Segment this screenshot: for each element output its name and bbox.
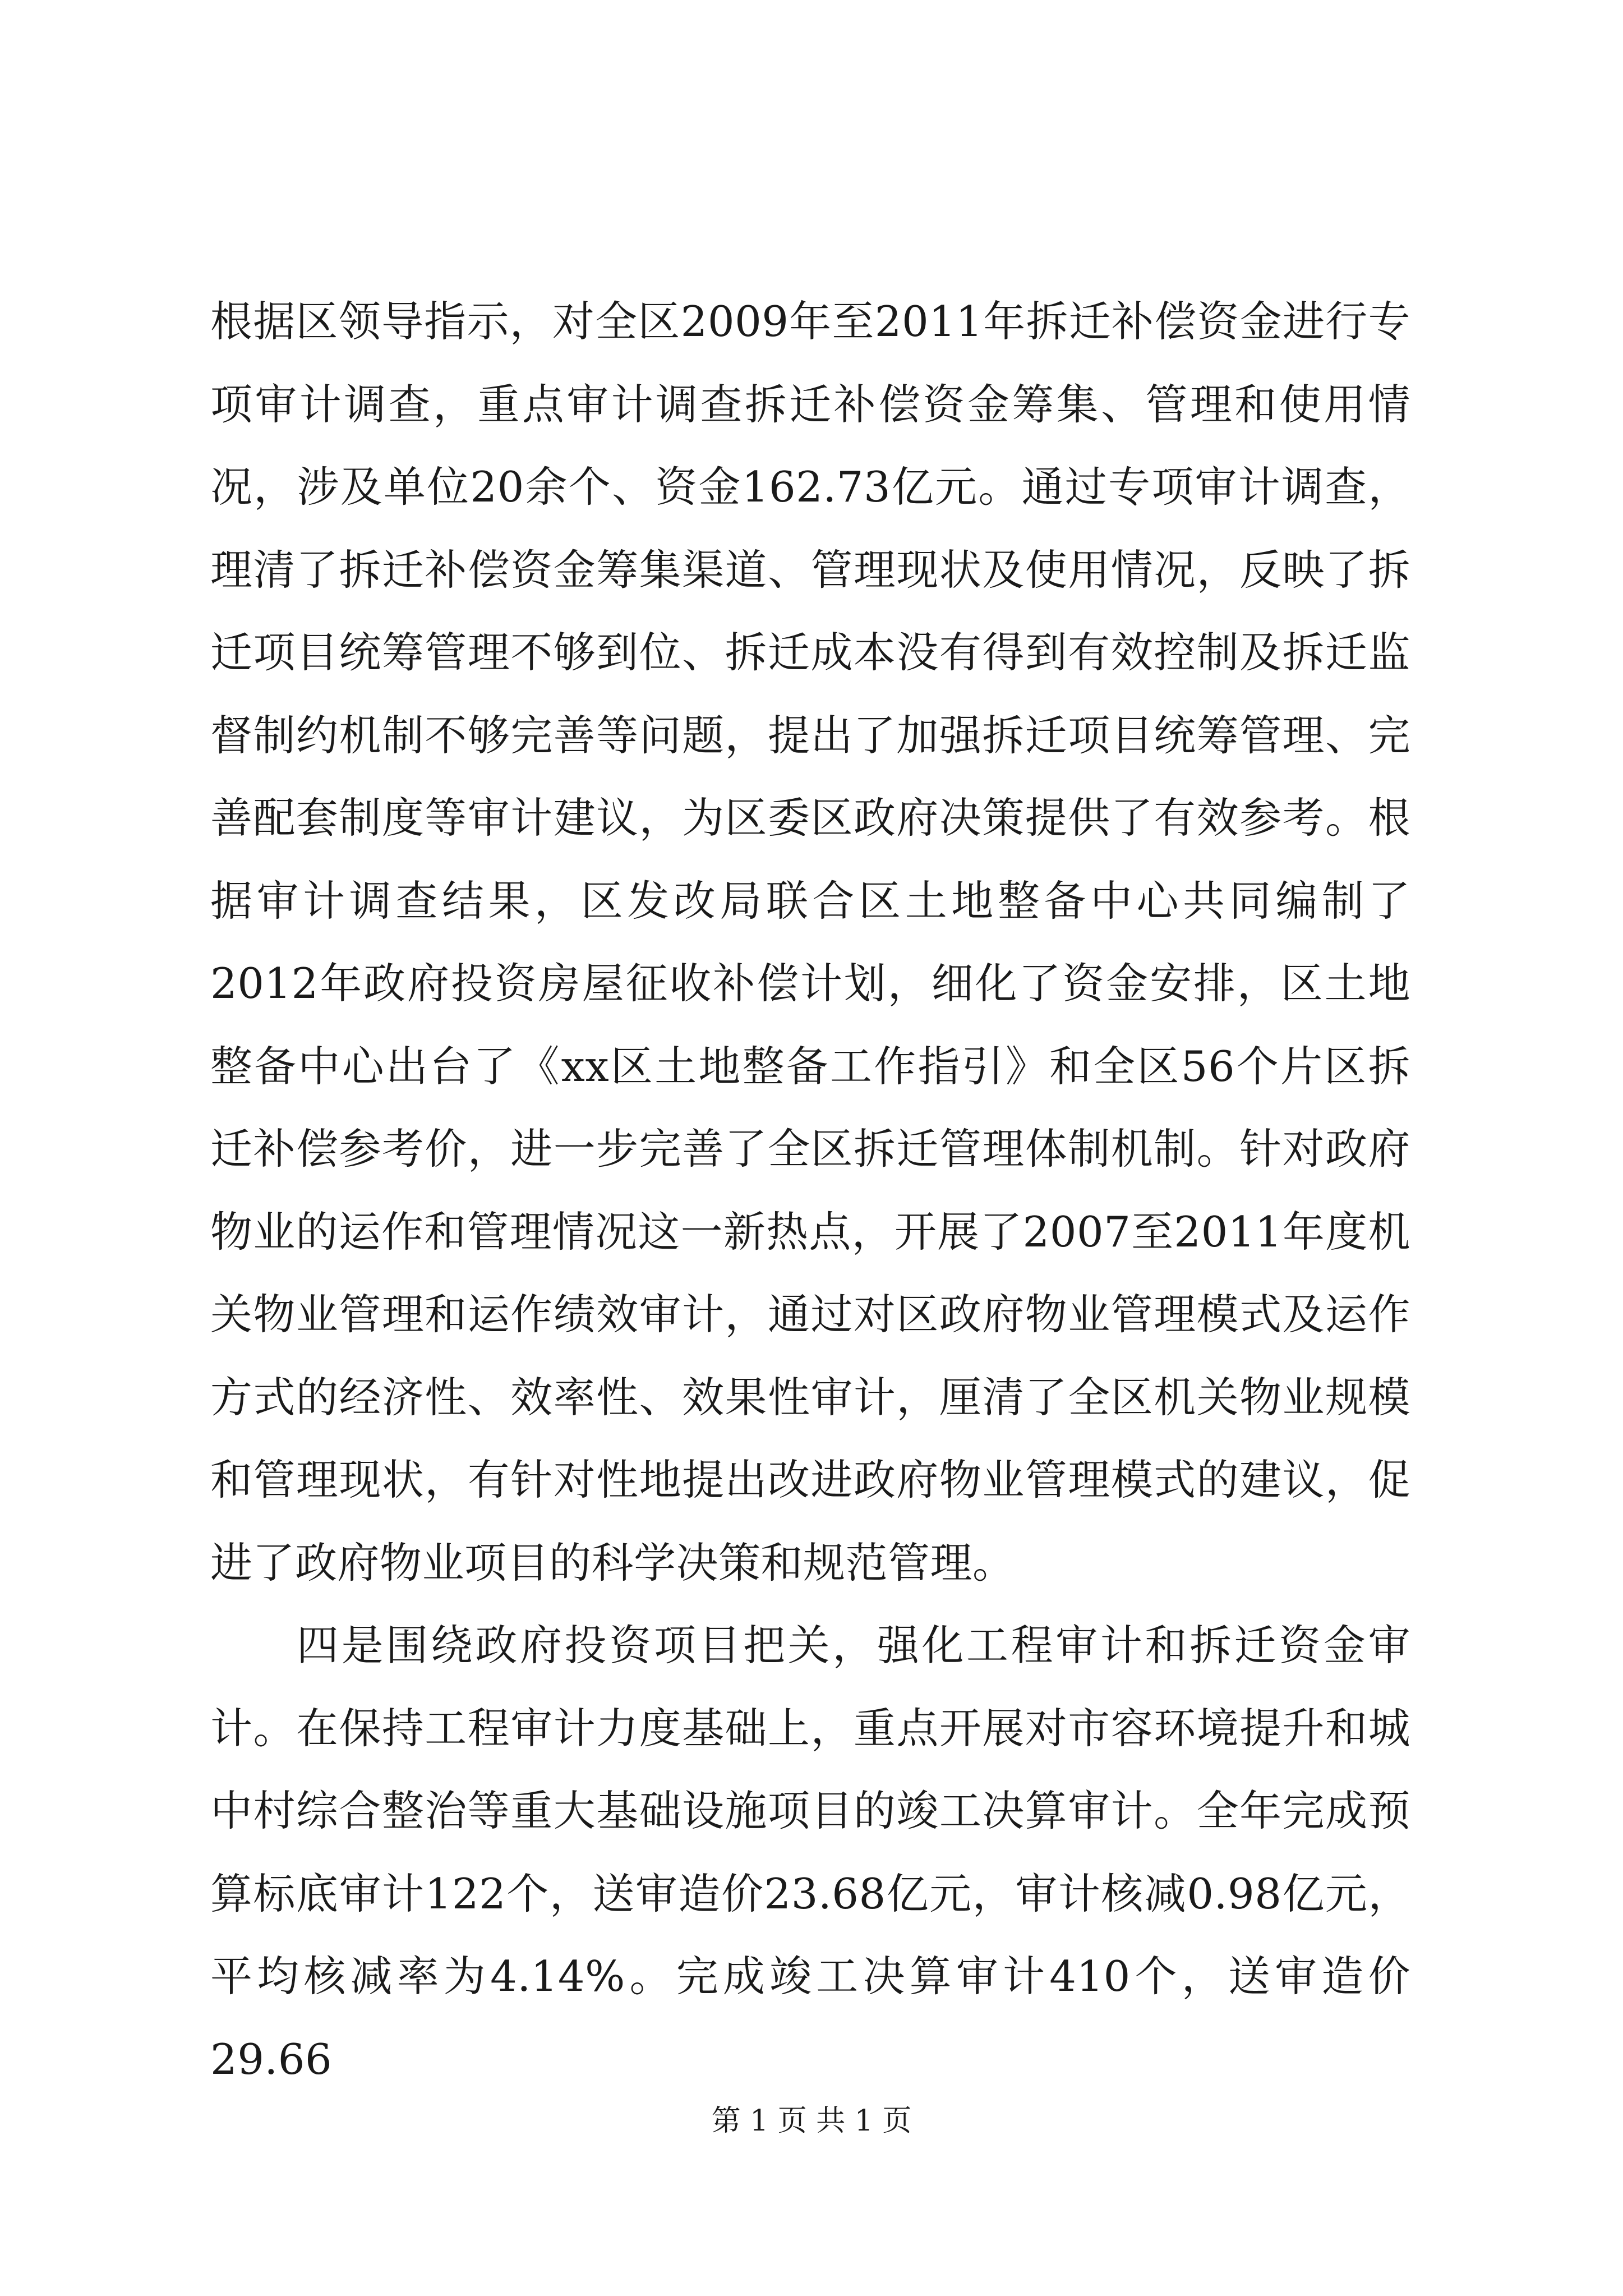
- document-body: [210, 280, 1410, 2101]
- page-footer: 第 1 页 共 1 页: [711, 2104, 912, 2138]
- paragraph-2: 四是围绕政府投资项目把关，强化工程审计和拆迁资金审计。在保持工程审计力度基础上，重点开展对市容环境提升和城中村综合整治等重大基础设施项目的竣工决算审计。全年完成预算标底审计122个，送审造价23.68亿元，审计核减0.98亿元，平均核减率为4.14%。完成竣工决算审计410个，送审造价29.66: [210, 1621, 1410, 2084]
- paragraph-1: 根据区领导指示，对全区2009年至2011年拆迁补偿资金进行专项审计调查，重点审计调查拆迁补偿资金筹集、管理和使用情况，涉及单位20余个、资金162.73亿元。通过专项审计调查，理清了拆迁补偿资金筹集渠道、管理现状及使用情况，反映了拆迁项目统筹管理不够到位、拆迁成本没有得到有效控制及拆迁监督制约机制不够完善等问题，提出了加强拆迁项目统筹管理、完善配套制度等审计建议，为区委区政府决策提供了有效参考。根据审计调查结果，区发改局联合区土地整备中心共同编制了2012年政府投资房屋征收补偿计划，细化了资金安排，区土地整备中心出台了《xx区土地整备工作指引》和全区56个片区拆迁补偿参考价，进一步完善了全区拆迁管理体制机制。针对政府物业的运作和管理情况这一新热点，开展了2007至2011年度机关物业管理和运作绩效审计，通过对区政府物业管理模式及运作方式的经济性、效率性、效果性审计，厘清了全区机关物业规模和管理现状，有针对性地提出改进政府物业管理模式的建议，促进了政府物业项目的科学决策和规范管理。: [210, 297, 1410, 1588]
